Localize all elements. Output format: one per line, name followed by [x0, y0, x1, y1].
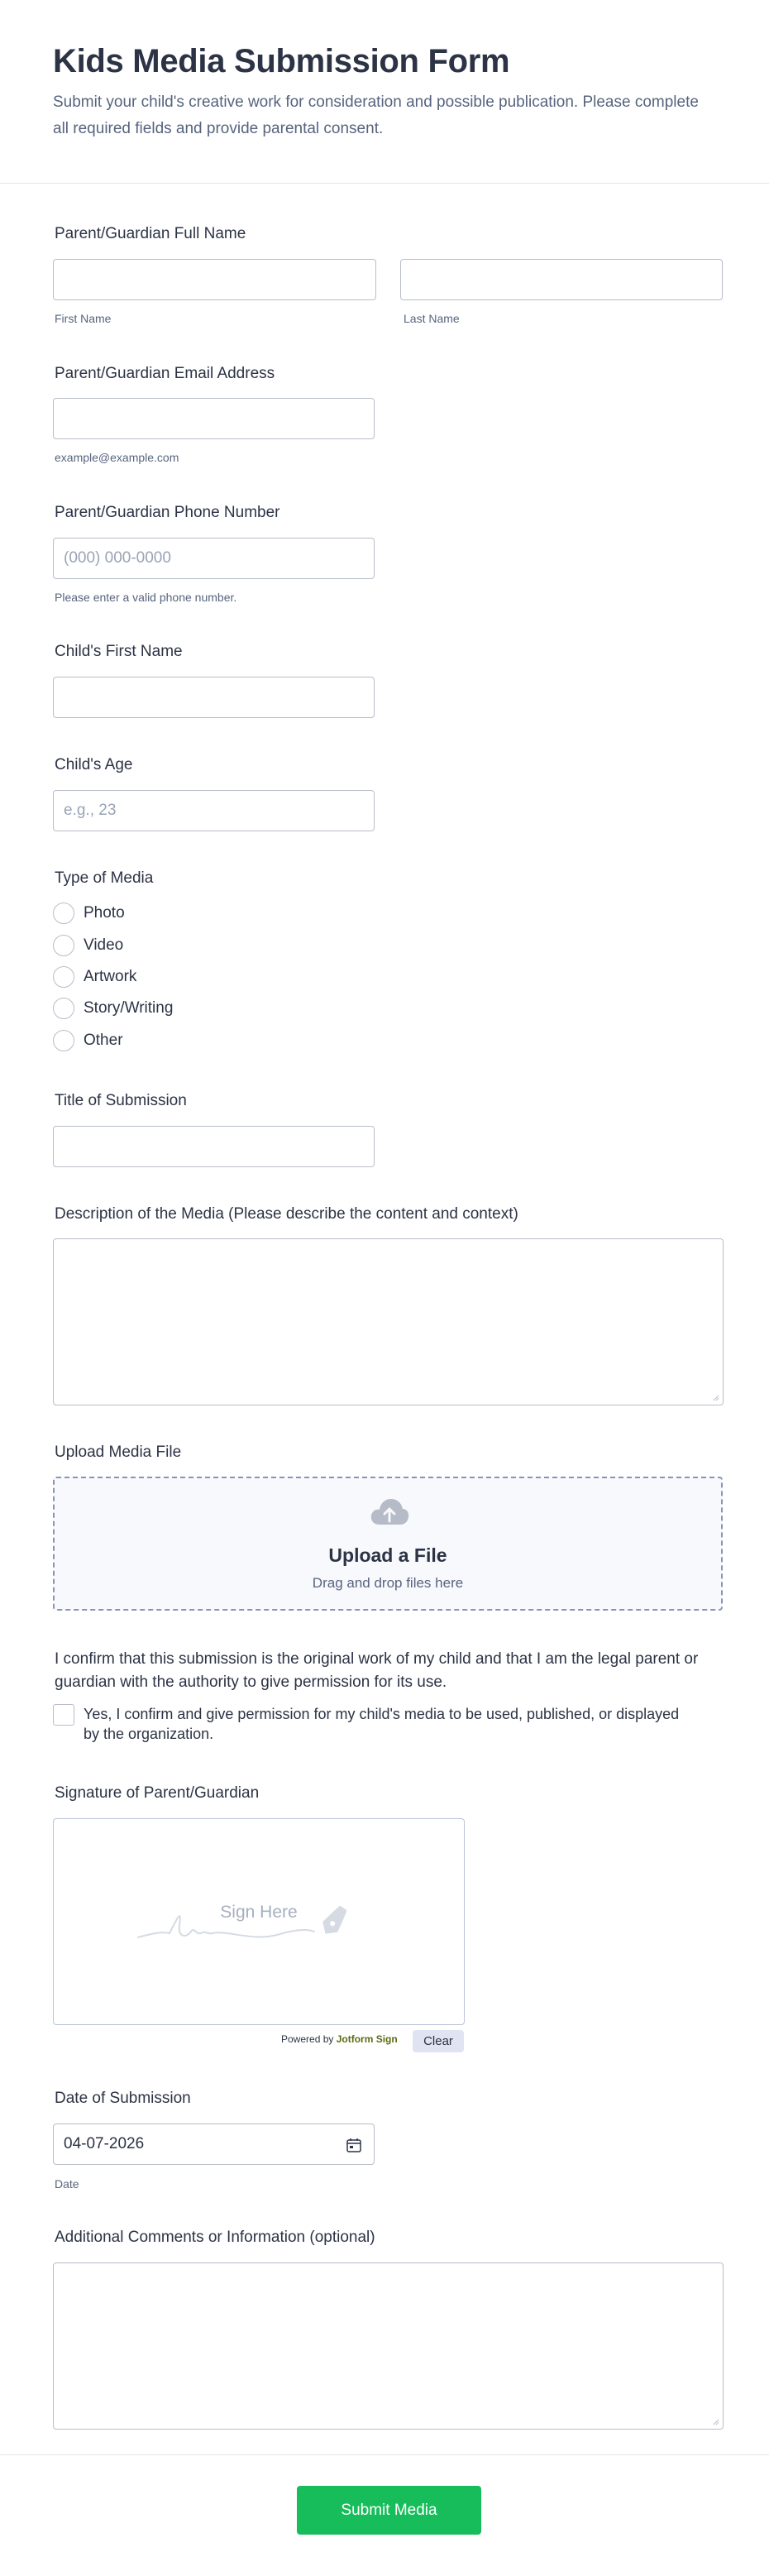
powered-by-text: [281, 2033, 398, 2045]
radio-option-photo[interactable]: [53, 901, 125, 926]
parent-email-label: Parent/Guardian Email Address: [55, 365, 275, 382]
radio-button[interactable]: [53, 966, 74, 988]
radio-option-artwork[interactable]: [53, 965, 136, 989]
comments-label: Additional Comments or Information (optional): [55, 2229, 375, 2246]
radio-label: Other: [84, 1032, 123, 1049]
form-subtitle: Submit your child's creative work for consideration and possible publication. Please complete all required fields and provide parental consent.: [53, 93, 699, 137]
upload-subtitle: Drag and drop files here: [312, 1575, 464, 1591]
radio-option-other[interactable]: [53, 1028, 123, 1053]
upload-title: Upload a File: [328, 1544, 447, 1566]
upload-dropzone[interactable]: [53, 1477, 723, 1611]
jotform-sign-brand: Jotform Sign: [336, 2033, 398, 2045]
description-textarea[interactable]: [53, 1238, 724, 1405]
first-name-sublabel: First Name: [55, 312, 112, 325]
radio-button[interactable]: [53, 903, 74, 924]
date-value: 04-07-2026: [64, 2135, 145, 2152]
radio-button[interactable]: [53, 935, 74, 956]
email-sublabel: example@example.com: [55, 451, 179, 464]
calendar-icon[interactable]: [346, 2137, 362, 2153]
radio-button[interactable]: [53, 1030, 74, 1051]
upload-label: Upload Media File: [55, 1444, 182, 1461]
footer-divider: [0, 2454, 769, 2455]
powered-by-label: Powered by: [281, 2033, 334, 2045]
parent-name-label: Parent/Guardian Full Name: [55, 225, 246, 242]
radio-option-video[interactable]: [53, 933, 123, 958]
consent-checkbox[interactable]: [53, 1704, 74, 1726]
radio-label: Artwork: [84, 968, 137, 985]
radio-label: Photo: [84, 904, 125, 922]
comments-textarea[interactable]: [53, 2262, 724, 2430]
clear-signature-button[interactable]: Clear: [413, 2030, 464, 2052]
description-label: Description of the Media (Please describe the content and context): [55, 1205, 518, 1223]
child-age-label: Child's Age: [55, 756, 133, 773]
radio-button[interactable]: [53, 998, 74, 1019]
date-sublabel: Date: [55, 2177, 79, 2191]
cloud-upload-icon: [369, 1496, 410, 1530]
resize-grip-icon[interactable]: [713, 2419, 719, 2425]
consent-checkbox-label[interactable]: Yes, I confirm and give permission for my child's media to be used, published, or displayed by the organization.: [84, 1706, 680, 1742]
form-header: [0, 0, 769, 184]
signature-label: Signature of Parent/Guardian: [55, 1784, 260, 1802]
radio-option-story-writing[interactable]: [53, 996, 173, 1021]
date-label: Date of Submission: [55, 2090, 191, 2107]
signature-pad[interactable]: [53, 1818, 465, 2025]
parent-email-input[interactable]: [53, 398, 375, 439]
last-name-sublabel: Last Name: [404, 312, 460, 325]
submission-title-label: Title of Submission: [55, 1092, 187, 1109]
consent-question: I confirm that this submission is the original work of my child and that I am the legal parent or guardian with the authority to give permission for its use.: [55, 1650, 699, 1691]
child-age-input[interactable]: [53, 790, 375, 831]
radio-label: Story/Writing: [84, 999, 174, 1017]
child-first-name-input[interactable]: [53, 677, 375, 718]
parent-first-name-input[interactable]: [53, 259, 376, 300]
form-title: Kids Media Submission Form: [53, 43, 510, 79]
phone-sublabel: Please enter a valid phone number.: [55, 591, 237, 604]
child-first-name-label: Child's First Name: [55, 643, 183, 660]
date-input[interactable]: [53, 2124, 375, 2165]
parent-phone-label: Parent/Guardian Phone Number: [55, 504, 280, 521]
parent-last-name-input[interactable]: [400, 259, 723, 300]
resize-grip-icon[interactable]: [713, 1395, 719, 1401]
submit-button[interactable]: Submit Media: [297, 2486, 481, 2535]
radio-label: Video: [84, 936, 124, 954]
sign-here-text: Sign Here: [220, 1903, 298, 1922]
parent-phone-input[interactable]: [53, 538, 375, 579]
media-type-label: Type of Media: [55, 869, 154, 887]
submission-title-input[interactable]: [53, 1126, 375, 1167]
